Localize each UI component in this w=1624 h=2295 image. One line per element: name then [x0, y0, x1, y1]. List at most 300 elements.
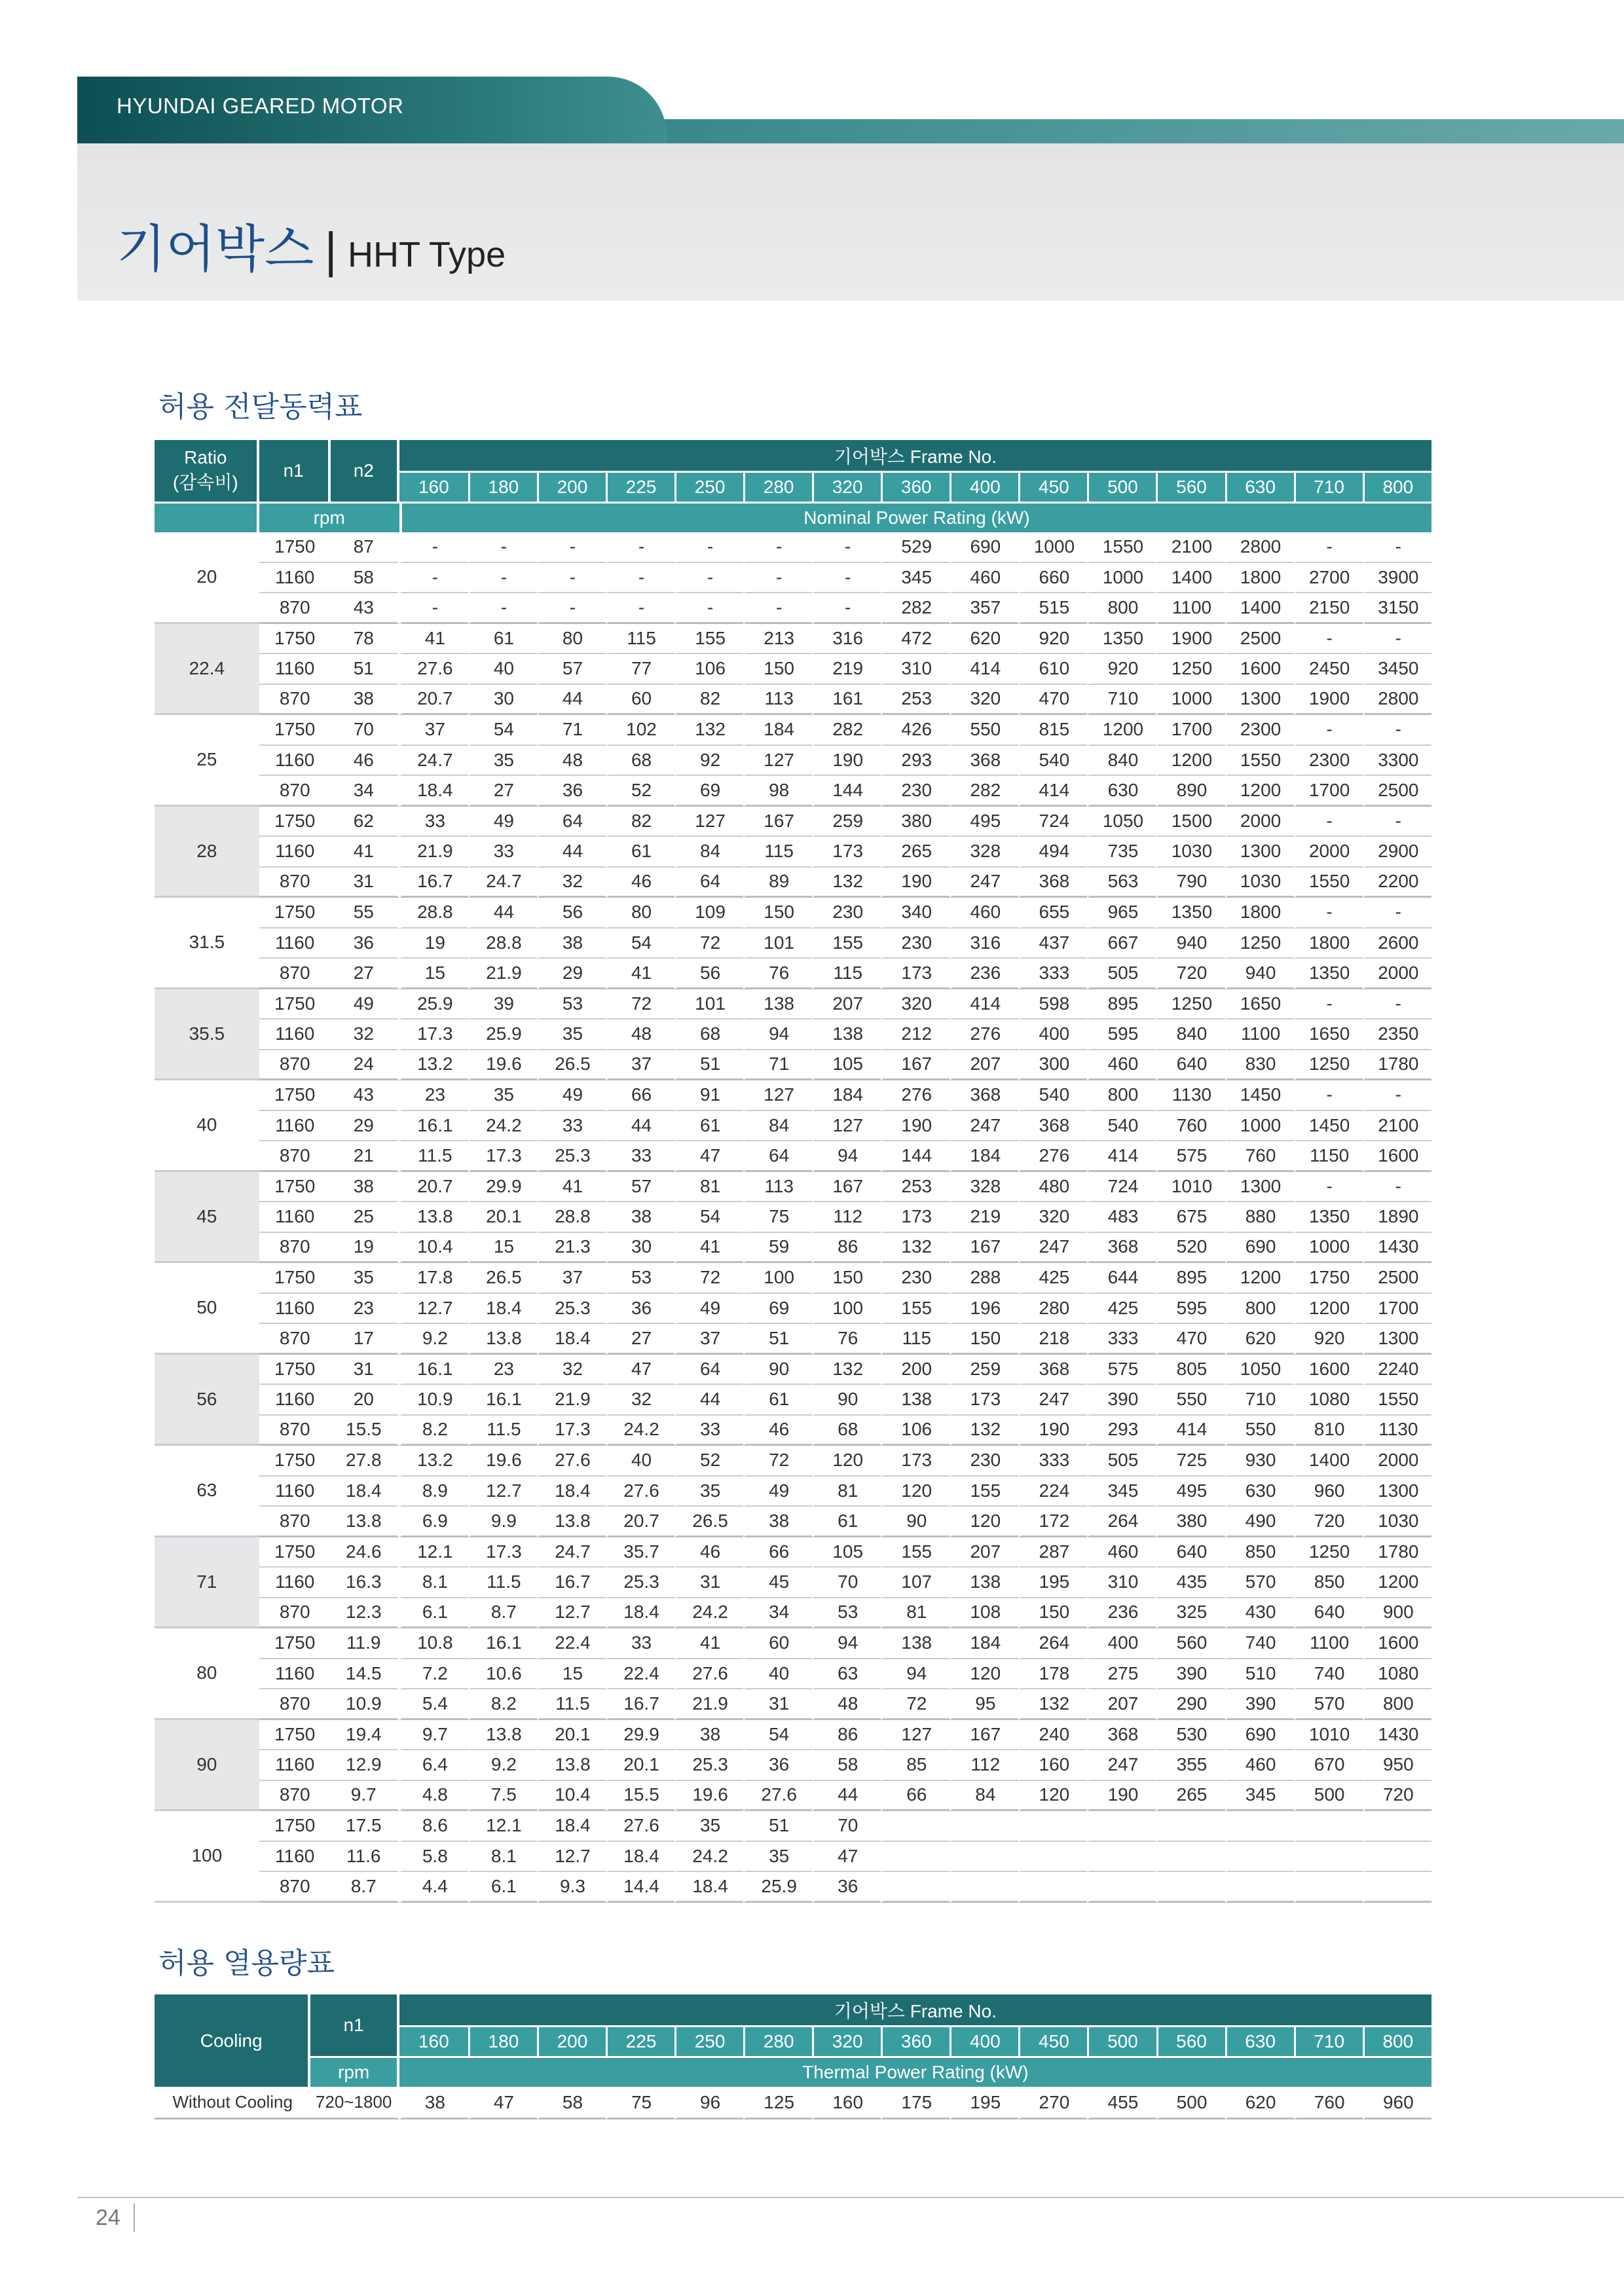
power-value-cell: 33 [399, 807, 468, 837]
ratio-unit-cell [155, 502, 259, 532]
frame-number-cell: 225 [606, 2025, 674, 2056]
n1-cell: 870 [259, 1598, 331, 1629]
power-value-cell: 1050 [1087, 807, 1156, 837]
power-value-cell: 11.5 [399, 1141, 468, 1172]
power-value-cell: 49 [743, 1477, 812, 1507]
table-row [155, 1659, 1431, 1690]
power-value-cell: 20.7 [606, 1507, 674, 1537]
power-value-cell: 71 [537, 715, 606, 746]
power-value-cell: 1450 [1225, 1080, 1294, 1111]
ratio-header-label-kr: (감속비) [172, 472, 238, 492]
power-value-cell: 44 [537, 685, 606, 716]
ratio-cell: 35.5 [155, 989, 259, 1081]
n1-cell: 870 [259, 685, 331, 716]
power-value-cell: 805 [1156, 1355, 1225, 1386]
power-value-cell [881, 1872, 950, 1903]
power-value-cell: 1100 [1156, 593, 1225, 624]
power-value-cell: - [1294, 715, 1363, 746]
power-value-cell: 390 [1087, 1385, 1156, 1416]
power-value-cell: 21.9 [674, 1689, 743, 1720]
power-value-cell: 80 [606, 898, 674, 928]
power-value-cell: 230 [881, 928, 950, 959]
table-row [155, 654, 1431, 685]
power-value-cell: - [1363, 715, 1431, 746]
frame-number-cell: 200 [537, 2025, 606, 2056]
power-value-cell: 840 [1087, 746, 1156, 777]
power-value-cell: 23 [468, 1355, 537, 1386]
power-value-cell: 920 [1294, 1324, 1363, 1355]
power-value-cell: 138 [881, 1628, 950, 1659]
power-value-cell: 333 [1018, 959, 1087, 989]
power-value-cell: 85 [881, 1750, 950, 1781]
power-value-cell: 940 [1225, 959, 1294, 989]
power-value-cell: 113 [743, 685, 812, 716]
power-value-cell: 132 [812, 868, 881, 898]
power-value-cell: 675 [1156, 1202, 1225, 1233]
n2-cell: 38 [331, 1172, 399, 1203]
table-row [155, 1080, 1431, 1111]
power-value-cell: 17.3 [399, 1019, 468, 1050]
power-value-cell: 2200 [1363, 868, 1431, 898]
power-value-cell: 414 [950, 989, 1018, 1020]
power-value-cell: 106 [881, 1416, 950, 1446]
power-value-cell: 1600 [1363, 1628, 1431, 1659]
power-value-cell [1294, 1872, 1363, 1903]
power-value-cell: 46 [674, 1537, 743, 1568]
power-value-cell: 24.2 [606, 1416, 674, 1446]
thermal-value-cell: 58 [537, 2087, 606, 2120]
power-value-cell: 1450 [1294, 1111, 1363, 1142]
power-value-cell: 1030 [1156, 837, 1225, 868]
power-value-cell: 33 [674, 1416, 743, 1446]
thermal-value-cell: 175 [881, 2087, 950, 2120]
power-value-cell: 150 [743, 898, 812, 928]
n2-cell: 17.5 [331, 1811, 399, 1842]
power-value-cell: 33 [606, 1628, 674, 1659]
power-value-cell: 7.2 [399, 1659, 468, 1690]
power-value-cell: - [468, 532, 537, 563]
power-value-cell: 61 [743, 1385, 812, 1416]
power-value-cell: 66 [606, 1080, 674, 1111]
power-value-cell: 70 [812, 1811, 881, 1842]
power-value-cell: 24.2 [468, 1111, 537, 1142]
power-value-cell: 595 [1156, 1294, 1225, 1325]
power-value-cell [1363, 1872, 1431, 1903]
table-row [155, 624, 1431, 655]
power-value-cell: - [743, 532, 812, 563]
power-value-cell: 12.1 [468, 1811, 537, 1842]
n2-header: n2 [331, 440, 399, 502]
frame-number-cell: 180 [468, 2025, 537, 2056]
power-value-cell: 570 [1225, 1568, 1294, 1598]
power-value-cell: 425 [1087, 1294, 1156, 1325]
n1-cell: 870 [259, 1141, 331, 1172]
power-value-cell: 282 [950, 776, 1018, 807]
power-value-cell: 167 [950, 1233, 1018, 1264]
power-value-cell: 2350 [1363, 1019, 1431, 1050]
frame-number-cell: 250 [674, 471, 743, 502]
power-value-cell: 760 [1225, 1141, 1294, 1172]
power-value-cell: 37 [606, 1050, 674, 1081]
power-value-cell: 76 [743, 959, 812, 989]
table-row [155, 1598, 1431, 1629]
power-value-cell: 63 [812, 1659, 881, 1690]
power-value-cell: 16.1 [399, 1355, 468, 1386]
power-value-cell: 80 [537, 624, 606, 655]
power-value-cell: 310 [1087, 1568, 1156, 1598]
n1-cell: 870 [259, 1416, 331, 1446]
n2-cell: 34 [331, 776, 399, 807]
power-value-cell [950, 1842, 1018, 1873]
power-value-cell: 630 [1225, 1477, 1294, 1507]
power-value-cell: 435 [1156, 1568, 1225, 1598]
power-value-cell: 368 [1018, 1355, 1087, 1386]
power-value-cell: 167 [812, 1172, 881, 1203]
n2-cell: 19.4 [331, 1720, 399, 1751]
page-title-main: 기어박스 [117, 220, 314, 279]
power-value-cell: 740 [1225, 1628, 1294, 1659]
power-value-cell: 5.4 [399, 1689, 468, 1720]
power-value-cell: 1550 [1225, 746, 1294, 777]
power-value-cell: 2500 [1363, 776, 1431, 807]
power-value-cell: 38 [674, 1720, 743, 1751]
power-value-cell: - [468, 563, 537, 594]
thermal-value-cell: 38 [399, 2087, 468, 2120]
power-value-cell: 530 [1156, 1720, 1225, 1751]
power-value-cell: 32 [537, 1355, 606, 1386]
power-value-cell: 575 [1087, 1355, 1156, 1386]
power-value-cell: 90 [812, 1385, 881, 1416]
table-row [155, 532, 1431, 563]
power-value-cell: 840 [1156, 1019, 1225, 1050]
power-value-cell: 560 [1156, 1628, 1225, 1659]
power-value-cell: 18.4 [537, 1477, 606, 1507]
power-value-cell: 515 [1018, 593, 1087, 624]
power-value-cell [1018, 1872, 1087, 1903]
power-value-cell: 138 [950, 1568, 1018, 1598]
power-value-cell: 610 [1018, 654, 1087, 685]
n1-cell: 870 [259, 593, 331, 624]
n2-cell: 13.8 [331, 1507, 399, 1537]
frame-number-cell: 400 [950, 2025, 1018, 2056]
power-value-cell: 16.7 [606, 1689, 674, 1720]
footer-line [77, 2197, 1624, 2198]
power-value-cell: 52 [674, 1446, 743, 1477]
power-value-cell: 18.4 [606, 1598, 674, 1629]
power-value-cell: 184 [950, 1141, 1018, 1172]
power-value-cell: 8.1 [468, 1842, 537, 1873]
power-value-cell: 82 [674, 685, 743, 716]
power-value-cell: 470 [1156, 1324, 1225, 1355]
power-value-cell: 368 [950, 1080, 1018, 1111]
power-value-cell: 264 [1018, 1628, 1087, 1659]
n1-cell: 1750 [259, 532, 331, 563]
n2-cell: 35 [331, 1263, 399, 1294]
power-value-cell: 230 [950, 1446, 1018, 1477]
frame-number-cell: 710 [1294, 471, 1363, 502]
power-value-cell: 64 [674, 868, 743, 898]
n1-cell: 1160 [259, 654, 331, 685]
power-value-cell: 207 [812, 989, 881, 1020]
power-value-cell: 76 [812, 1324, 881, 1355]
power-value-cell: 2500 [1225, 624, 1294, 655]
power-value-cell: 132 [674, 715, 743, 746]
n2-cell: 21 [331, 1141, 399, 1172]
power-value-cell: 64 [674, 1355, 743, 1386]
power-value-cell: 2300 [1294, 746, 1363, 777]
power-value-cell: 1200 [1156, 746, 1225, 777]
page-number-divider [134, 2203, 135, 2232]
power-value-cell: 1000 [1225, 1111, 1294, 1142]
power-value-cell: 9.2 [468, 1750, 537, 1781]
n1-cell: 1750 [259, 715, 331, 746]
power-value-cell: 105 [812, 1537, 881, 1568]
power-value-cell: 960 [1294, 1477, 1363, 1507]
power-value-cell: 390 [1225, 1689, 1294, 1720]
power-value-cell: 1700 [1294, 776, 1363, 807]
power-value-cell: 12.7 [468, 1477, 537, 1507]
power-value-cell: 1200 [1363, 1568, 1431, 1598]
power-value-cell: 325 [1156, 1598, 1225, 1629]
power-value-cell: 15 [468, 1233, 537, 1264]
power-value-cell: 41 [674, 1233, 743, 1264]
thermal-value-cell: 75 [606, 2087, 674, 2120]
power-value-cell: 13.8 [468, 1720, 537, 1751]
power-value-cell: 293 [1087, 1416, 1156, 1446]
power-value-cell: 265 [1156, 1781, 1225, 1812]
power-value-cell: 84 [743, 1111, 812, 1142]
power-value-cell: 2100 [1156, 532, 1225, 563]
power-value-cell: 320 [1018, 1202, 1087, 1233]
power-value-cell: 144 [812, 776, 881, 807]
n1-cell: 1160 [259, 1385, 331, 1416]
power-value-cell: 24.2 [674, 1598, 743, 1629]
ratio-cell: 45 [155, 1172, 259, 1264]
power-value-cell: 1250 [1156, 989, 1225, 1020]
power-value-cell: 2300 [1225, 715, 1294, 746]
power-value-cell: 95 [950, 1689, 1018, 1720]
power-value-cell: 275 [1087, 1659, 1156, 1690]
n2-cell: 9.7 [331, 1781, 399, 1812]
power-value-cell: 173 [881, 1446, 950, 1477]
power-value-cell: 27.6 [606, 1811, 674, 1842]
power-value-cell: 16.1 [468, 1385, 537, 1416]
power-value-cell: 25.3 [674, 1750, 743, 1781]
power-value-cell: 33 [606, 1141, 674, 1172]
power-value-cell: 1100 [1294, 1628, 1363, 1659]
n2-cell: 32 [331, 1019, 399, 1050]
power-value-cell: 282 [812, 715, 881, 746]
power-value-cell: 19.6 [468, 1050, 537, 1081]
frame-number-cell: 500 [1087, 2025, 1156, 2056]
power-value-cell: 54 [674, 1202, 743, 1233]
power-value-cell: 1400 [1225, 593, 1294, 624]
power-value-cell: 1430 [1363, 1233, 1431, 1264]
power-value-cell: 1250 [1294, 1537, 1363, 1568]
cooling-label-cell: Without Cooling [155, 2087, 310, 2120]
thermal-value-cell: 96 [674, 2087, 743, 2120]
n1-cell: 1750 [259, 1811, 331, 1842]
power-value-cell: 655 [1018, 898, 1087, 928]
power-value-cell: 21.9 [537, 1385, 606, 1416]
power-value-cell: 61 [674, 1111, 743, 1142]
power-value-cell: 10.4 [537, 1781, 606, 1812]
frame-number-cell: 710 [1294, 2025, 1363, 2056]
table-row [155, 1324, 1431, 1355]
n2-cell: 46 [331, 746, 399, 777]
power-value-cell: 850 [1294, 1568, 1363, 1598]
power-value-cell: 68 [606, 746, 674, 777]
power-value-cell: 620 [950, 624, 1018, 655]
power-value-cell: 218 [1018, 1324, 1087, 1355]
power-value-cell: 39 [468, 989, 537, 1020]
power-value-cell: 64 [537, 807, 606, 837]
n1-cell: 870 [259, 1507, 331, 1537]
power-value-cell: 18.4 [399, 776, 468, 807]
power-value-cell: 30 [468, 685, 537, 716]
power-value-cell: 49 [468, 807, 537, 837]
power-header-row-1 [155, 440, 1431, 471]
power-value-cell: - [674, 593, 743, 624]
power-value-cell: 30 [606, 1233, 674, 1264]
n1-cell: 1750 [259, 1355, 331, 1386]
power-value-cell: 219 [812, 654, 881, 685]
power-value-cell: 1010 [1156, 1172, 1225, 1203]
power-value-cell: - [812, 593, 881, 624]
power-value-cell: 690 [950, 532, 1018, 563]
n1-cell: 1750 [259, 1080, 331, 1111]
power-value-cell: 44 [537, 837, 606, 868]
power-value-cell: 60 [606, 685, 674, 716]
power-value-cell: 20.7 [399, 1172, 468, 1203]
power-value-cell: 4.4 [399, 1872, 468, 1903]
power-value-cell: 920 [1087, 654, 1156, 685]
power-value-cell: 72 [743, 1446, 812, 1477]
power-value-cell: 27.6 [674, 1659, 743, 1690]
power-value-cell: 11.5 [468, 1416, 537, 1446]
power-value-cell: 81 [812, 1477, 881, 1507]
n2-cell: 19 [331, 1233, 399, 1264]
power-value-cell [1156, 1872, 1225, 1903]
power-value-cell: 94 [812, 1141, 881, 1172]
table-row [155, 1416, 1431, 1446]
power-value-cell: 1080 [1294, 1385, 1363, 1416]
table-row [155, 1750, 1431, 1781]
power-value-cell: - [1363, 989, 1431, 1020]
power-value-cell: 2450 [1294, 654, 1363, 685]
power-value-cell: 10.9 [399, 1385, 468, 1416]
power-value-cell: 81 [881, 1598, 950, 1629]
power-value-cell: 1250 [1156, 654, 1225, 685]
power-value-cell: 236 [1087, 1598, 1156, 1629]
power-value-cell: 7.5 [468, 1781, 537, 1812]
power-value-cell: 33 [468, 837, 537, 868]
power-value-cell [1156, 1842, 1225, 1873]
power-value-cell: 109 [674, 898, 743, 928]
power-value-cell: 19.6 [674, 1781, 743, 1812]
power-value-cell: 69 [743, 1294, 812, 1325]
n2-cell: 31 [331, 1355, 399, 1386]
power-value-cell: 1500 [1156, 807, 1225, 837]
power-value-cell: 132 [881, 1233, 950, 1264]
power-value-cell: 13.2 [399, 1446, 468, 1477]
n1-cell: 870 [259, 1324, 331, 1355]
n1-cell: 1750 [259, 989, 331, 1020]
thermal-rating-header: Thermal Power Rating (kW) [399, 2056, 1431, 2087]
power-value-cell: 11.5 [468, 1568, 537, 1598]
power-value-cell: 84 [950, 1781, 1018, 1812]
power-value-cell: 895 [1087, 989, 1156, 1020]
frame-number-cell: 800 [1363, 471, 1431, 502]
n2-cell: 15.5 [331, 1416, 399, 1446]
power-value-cell: 35.7 [606, 1537, 674, 1568]
page-title [117, 208, 506, 282]
power-value-cell: 640 [1156, 1050, 1225, 1081]
power-value-cell: 14.4 [606, 1872, 674, 1903]
power-value-cell: 320 [881, 989, 950, 1020]
power-value-cell: 230 [881, 1263, 950, 1294]
table-row [155, 837, 1431, 868]
power-value-cell: - [1363, 1080, 1431, 1111]
frame-number-cell: 360 [881, 2025, 950, 2056]
power-value-cell: 800 [1363, 1689, 1431, 1720]
power-value-cell: 66 [881, 1781, 950, 1812]
power-value-cell: 740 [1294, 1659, 1363, 1690]
power-value-cell: 138 [743, 989, 812, 1020]
power-value-cell: 138 [812, 1019, 881, 1050]
power-value-cell: 25.3 [537, 1141, 606, 1172]
power-value-cell: 495 [1156, 1477, 1225, 1507]
power-unit-row [155, 502, 1431, 532]
power-value-cell: - [468, 593, 537, 624]
power-value-cell: 40 [468, 654, 537, 685]
frame-header: 기어박스 Frame No. [399, 440, 1431, 471]
n2-cell: 11.9 [331, 1628, 399, 1659]
power-value-cell [1225, 1872, 1294, 1903]
power-value-cell: 18.4 [674, 1872, 743, 1903]
power-value-cell: 38 [743, 1507, 812, 1537]
table-row [155, 1568, 1431, 1598]
power-value-cell: 13.8 [399, 1202, 468, 1233]
table-row [155, 1233, 1431, 1264]
table-row [155, 1689, 1431, 1720]
power-value-cell: 120 [950, 1507, 1018, 1537]
power-value-cell: 830 [1225, 1050, 1294, 1081]
power-value-cell: - [606, 563, 674, 594]
power-value-cell: 25.3 [537, 1294, 606, 1325]
power-value-cell: 92 [674, 746, 743, 777]
power-value-cell: 29 [537, 959, 606, 989]
power-value-cell: 112 [950, 1750, 1018, 1781]
table-row [155, 989, 1431, 1020]
power-value-cell: 207 [950, 1050, 1018, 1081]
power-value-cell: 660 [1018, 563, 1087, 594]
power-value-cell: 34 [743, 1598, 812, 1629]
power-value-cell: 3900 [1363, 563, 1431, 594]
thermal-value-cell: 760 [1294, 2087, 1363, 2120]
power-value-cell [1156, 1811, 1225, 1842]
n1-header: n1 [259, 440, 331, 502]
power-value-cell: 41 [537, 1172, 606, 1203]
power-value-cell: 72 [674, 1263, 743, 1294]
power-value-cell: 190 [881, 1111, 950, 1142]
power-value-cell: 20.1 [468, 1202, 537, 1233]
power-value-cell: 500 [1294, 1781, 1363, 1812]
power-value-cell: 1700 [1363, 1294, 1431, 1325]
thermal-n1-header: n1 [310, 1994, 399, 2056]
n1-cell: 1160 [259, 1019, 331, 1050]
power-value-cell: 667 [1087, 928, 1156, 959]
